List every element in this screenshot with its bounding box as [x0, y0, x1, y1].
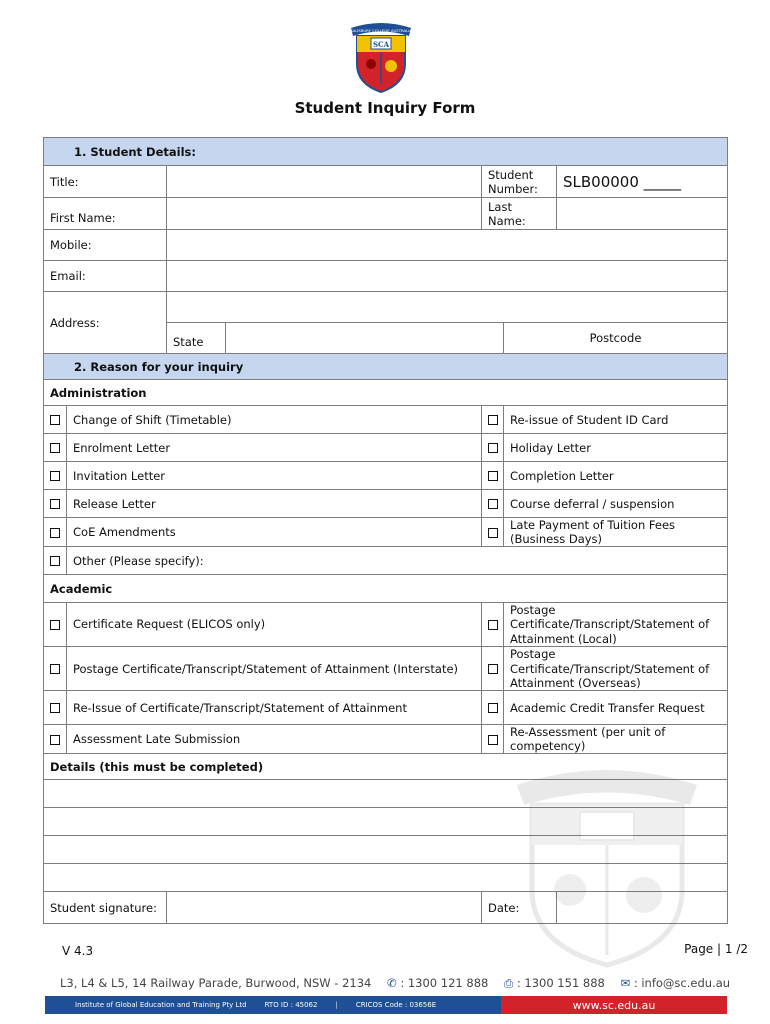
option-label: Certificate Request (ELICOS only) — [67, 603, 482, 647]
checkbox[interactable] — [482, 603, 504, 647]
checkbox[interactable] — [44, 725, 67, 754]
section1-heading: 1. Student Details: — [44, 138, 728, 166]
option-label: Postage Certificate/Transcript/Statement of Attainment (Local) — [504, 603, 728, 647]
student-number-field[interactable]: SLB00000 _____ — [557, 166, 728, 198]
checkbox[interactable] — [482, 725, 504, 754]
form-title: Student Inquiry Form — [294, 99, 476, 117]
option-label: Re-Issue of Certificate/Transcript/Statement of Attainment — [67, 691, 482, 725]
checkbox[interactable] — [44, 691, 67, 725]
signature-field[interactable] — [167, 892, 482, 924]
option-label: Completion Letter — [504, 462, 728, 490]
other-label: Other (Please specify): — [67, 547, 728, 575]
state-field[interactable] — [226, 323, 504, 354]
rto-id: RTO ID : 45062 — [264, 1001, 318, 1009]
email-label: Email: — [44, 261, 167, 292]
logo-initials: SCA — [372, 40, 390, 49]
email-text: : info@sc.edu.au — [633, 976, 731, 990]
option-label: Assessment Late Submission — [67, 725, 482, 754]
checkbox[interactable] — [482, 518, 504, 547]
last-name-field[interactable] — [557, 198, 728, 230]
first-name-label: First Name: — [44, 198, 167, 230]
signature-label: Student signature: — [44, 892, 167, 924]
watermark-crest — [512, 760, 702, 970]
title-label: Title: — [44, 166, 167, 198]
phone-text: : 1300 121 888 — [400, 976, 489, 990]
administration-heading: Administration — [44, 380, 728, 406]
contact-line — [60, 976, 730, 991]
checkbox[interactable] — [44, 406, 67, 434]
option-label: Re-issue of Student ID Card — [504, 406, 728, 434]
checkbox[interactable] — [482, 490, 504, 518]
address-field[interactable] — [167, 292, 728, 323]
email-icon: ✉ — [620, 976, 631, 990]
checkbox[interactable] — [482, 691, 504, 725]
option-label: Enrolment Letter — [67, 434, 482, 462]
mobile-label: Mobile: — [44, 230, 167, 261]
first-name-field[interactable] — [167, 198, 482, 230]
option-label: Postage Certificate/Transcript/Statement of Attainment (Interstate) — [67, 647, 482, 691]
option-label: Course deferral / suspension — [504, 490, 728, 518]
phone-icon: ✆ — [387, 976, 397, 990]
option-label: Invitation Letter — [67, 462, 482, 490]
checkbox[interactable] — [482, 462, 504, 490]
footer-bar: Institute of Global Education and Training Pty Ltd RTO ID : 45062 | CRICOS Code : 03656E www.sc.edu.au — [45, 996, 727, 1014]
institute-name: Institute of Global Education and Training Pty Ltd — [75, 1001, 247, 1009]
mobile-field[interactable] — [167, 230, 728, 261]
college-logo — [343, 18, 419, 94]
fax-icon: ⎙ — [504, 976, 514, 990]
logo-banner-text: SALISBURY COLLEGE AUSTRALIA — [350, 28, 412, 33]
website-link[interactable]: www.sc.edu.au — [572, 998, 656, 1012]
checkbox[interactable] — [44, 462, 67, 490]
checkbox[interactable] — [44, 434, 67, 462]
option-label: Change of Shift (Timetable) — [67, 406, 482, 434]
student-number-label: Student Number: — [482, 166, 557, 198]
state-label: State — [167, 323, 226, 354]
cricos-code: CRICOS Code : 03656E — [355, 1001, 437, 1009]
last-name-label: Last Name: — [482, 198, 557, 230]
checkbox[interactable] — [44, 518, 67, 547]
details-heading: Details (this must be completed) — [44, 754, 728, 780]
checkbox[interactable] — [44, 490, 67, 518]
checkbox[interactable] — [44, 603, 67, 647]
postcode-label: Postcode — [504, 323, 728, 354]
option-label: Release Letter — [67, 490, 482, 518]
version-label: V 4.3 — [62, 944, 94, 958]
checkbox[interactable] — [44, 647, 67, 691]
title-field[interactable] — [167, 166, 482, 198]
checkbox[interactable] — [482, 434, 504, 462]
date-label: Date: — [482, 892, 557, 924]
option-label: Holiday Letter — [504, 434, 728, 462]
email-field[interactable] — [167, 261, 728, 292]
option-label: Re-Assessment (per unit of competency) — [504, 725, 728, 754]
option-label: Academic Credit Transfer Request — [504, 691, 728, 725]
option-label: CoE Amendments — [67, 518, 482, 547]
fax-text: : 1300 151 888 — [516, 976, 605, 990]
option-label: Postage Certificate/Transcript/Statement of Attainment (Overseas) — [504, 647, 728, 691]
option-label: Late Payment of Tuition Fees (Business Days) — [504, 518, 728, 547]
checkbox[interactable] — [44, 547, 67, 575]
checkbox[interactable] — [482, 406, 504, 434]
checkbox[interactable] — [482, 647, 504, 691]
academic-heading: Academic — [44, 575, 728, 603]
address-text: L3, L4 & L5, 14 Railway Parade, Burwood, NSW - 2134 — [60, 976, 372, 990]
page-number: Page | 1 /2 — [684, 942, 748, 956]
address-label: Address: — [44, 292, 167, 354]
section2-heading: 2. Reason for your inquiry — [44, 354, 728, 380]
